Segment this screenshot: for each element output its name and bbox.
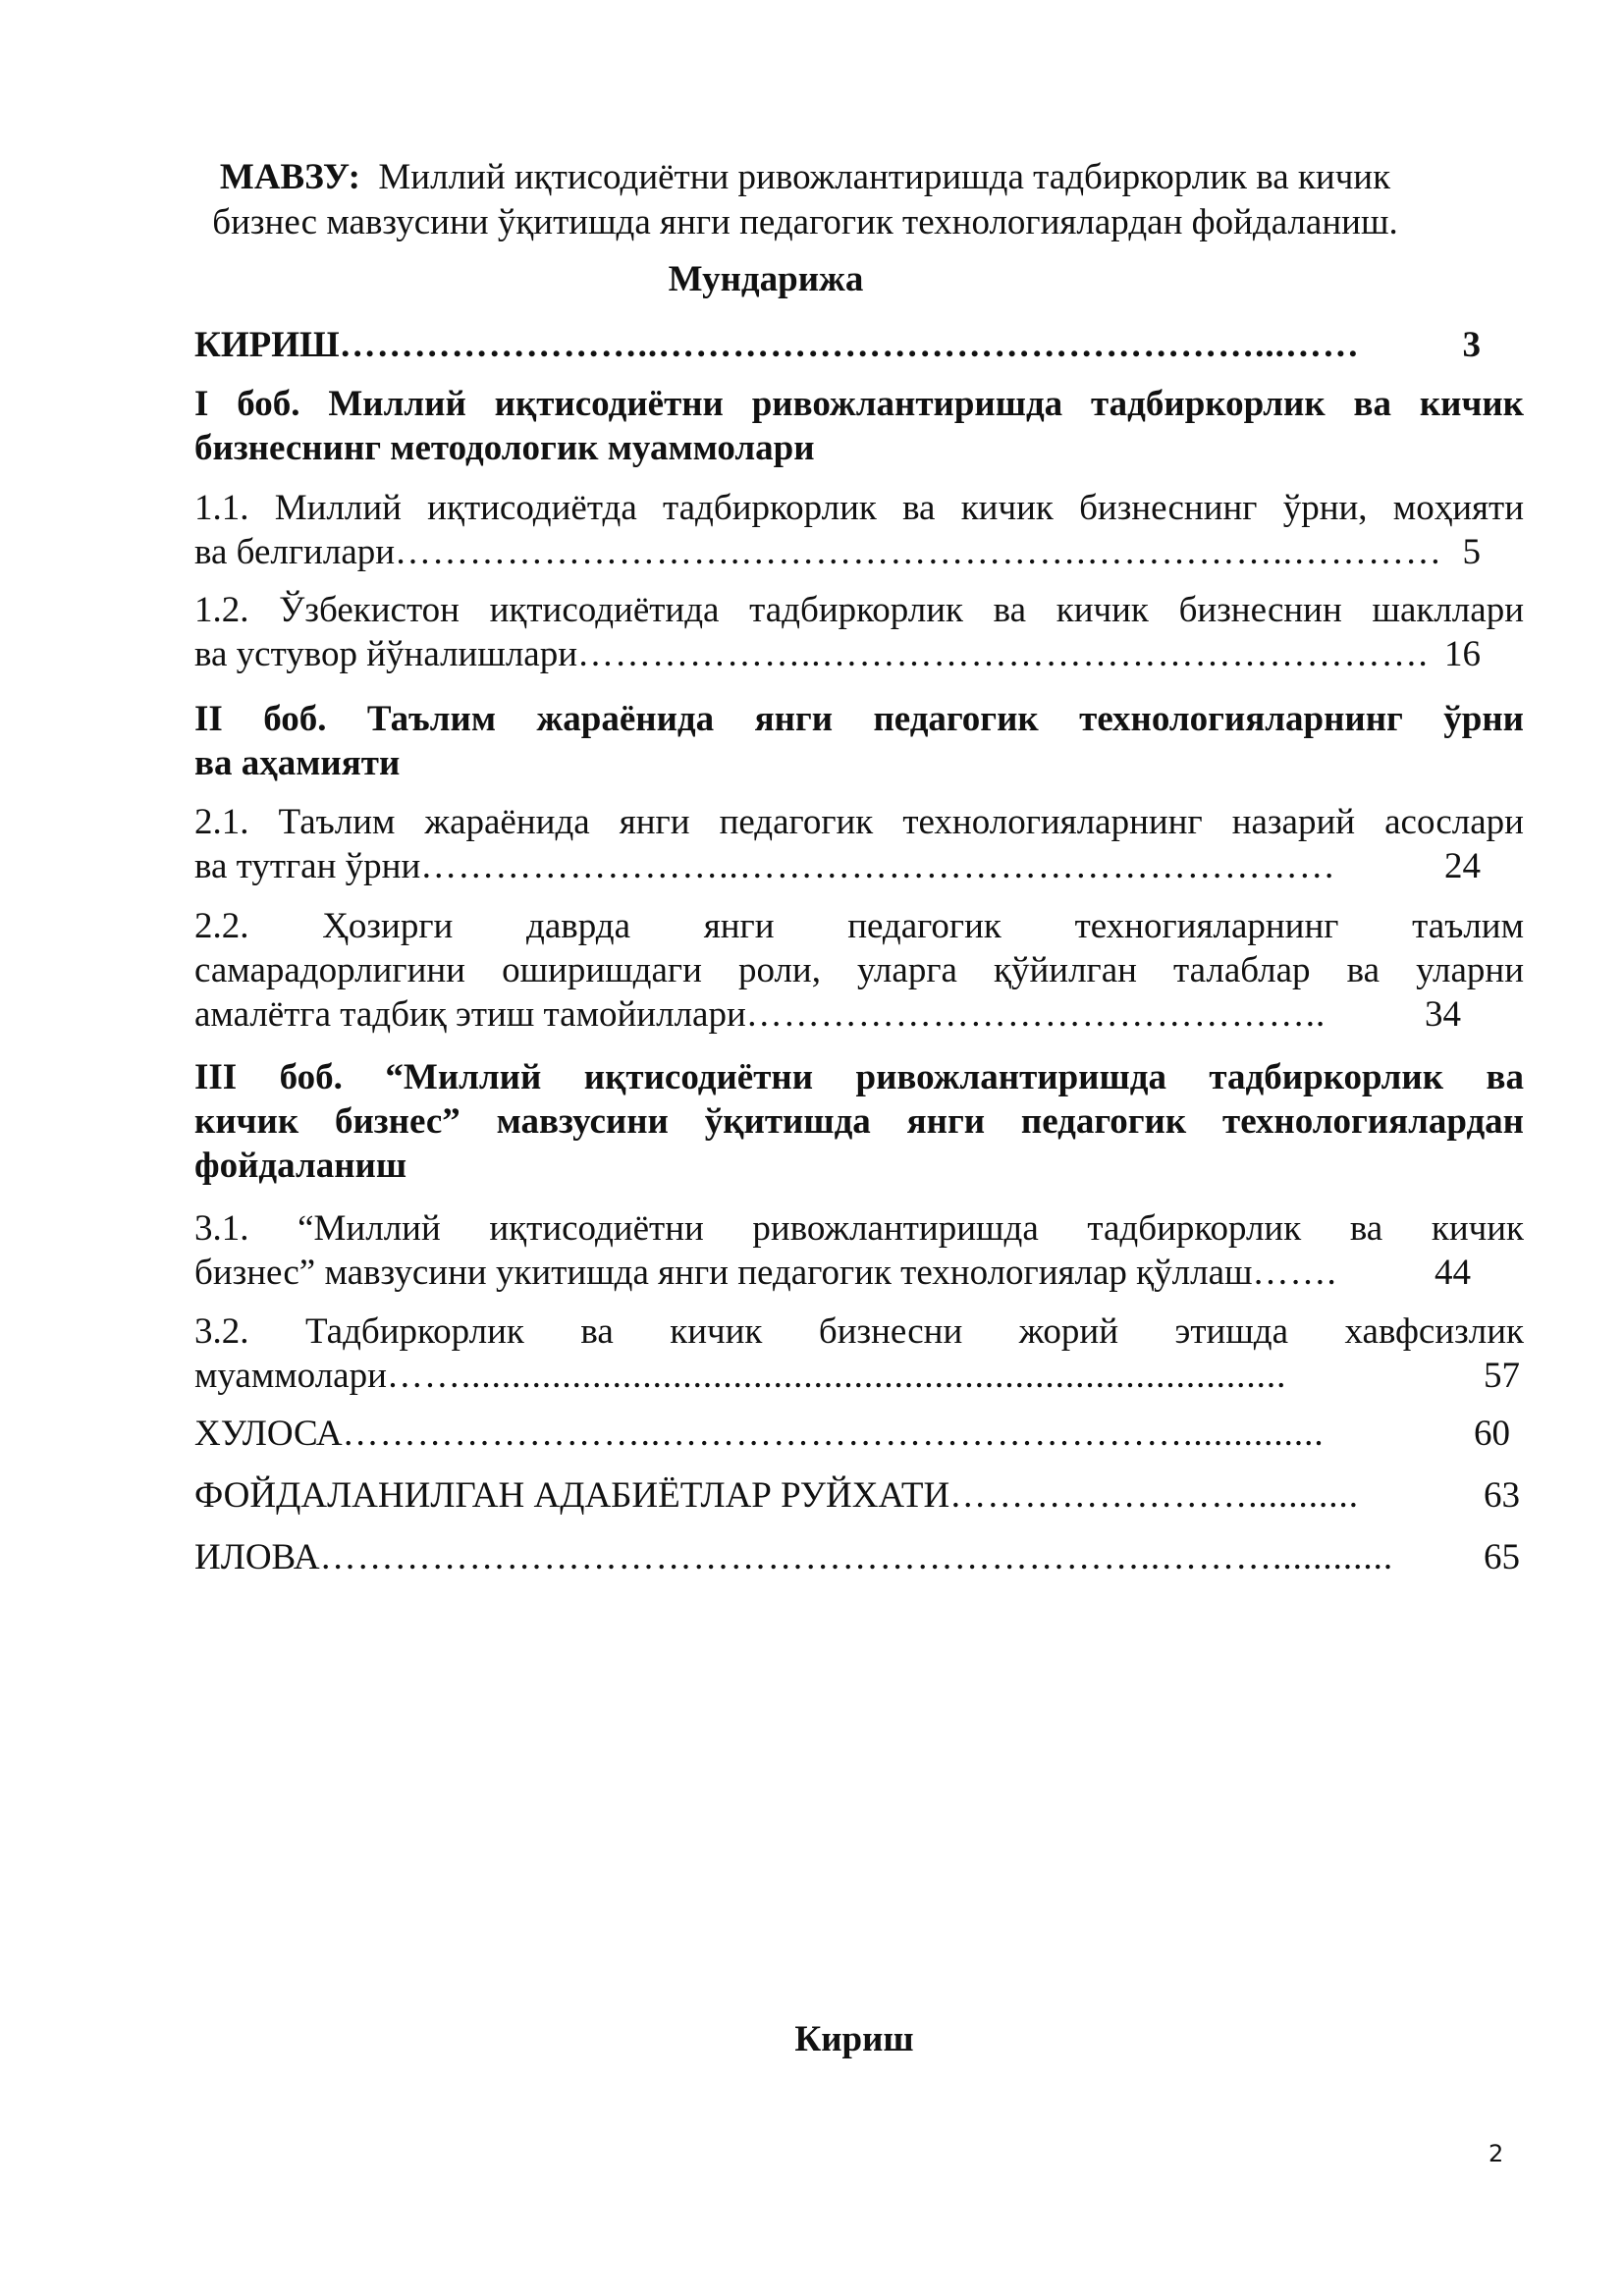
toc-page-number: 5 <box>1462 532 1481 572</box>
toc-entry-text: ХУЛОСА <box>194 1414 343 1454</box>
toc-entry-text: КИРИШ <box>194 325 340 365</box>
toc-page-number: 3 <box>1462 325 1481 365</box>
chapter-3-line2: кичик бизнес” мавзусини ўқитишда янги педагогик технологиялардан <box>194 1101 1524 1142</box>
topic-line2: бизнес мавзусини ўқитишда янги педагогик технологиялардан фойдаланиш. <box>212 202 1398 242</box>
chapter-1-heading <box>194 382 1524 470</box>
chapter-2-line2: ва аҳамияти <box>194 743 401 783</box>
toc-entry-conclusion <box>194 1412 1510 1456</box>
chapter-3-heading <box>194 1055 1524 1188</box>
intro-heading: Кириш <box>794 2019 914 2059</box>
toc-entry-1-1-line2: ва белгилари <box>194 532 396 572</box>
toc-leader-dots: …….................................................................................. <box>386 1356 1287 1396</box>
toc-entry-2-2-line1b: самарадорлигини оширишдаги роли, уларга қўйилган талаблар ва уларни <box>194 950 1524 990</box>
toc-entry-2-2-line2: амалётга тадбиқ этиш тамойиллари <box>194 994 746 1035</box>
chapter-2-heading <box>194 697 1524 785</box>
toc-entry-2-2-line1: 2.2. Ҳозирги даврда янги педагогик техногияларнинг таълим <box>194 906 1524 946</box>
toc-leader-dots: ……………………..…………………………………….............. <box>342 1414 1325 1454</box>
toc-entry-intro <box>194 323 1481 367</box>
toc-leader-dots: ……………………………………….. <box>745 994 1326 1035</box>
toc-entry-1-2-line2: ва устувор йўналишлари <box>194 634 578 674</box>
toc-entry-1-2 <box>194 588 1524 676</box>
toc-entry-text: ИЛОВА <box>194 1537 320 1577</box>
topic <box>196 155 1414 245</box>
toc-leader-dots: ……………………….……………………….……………..………… <box>395 532 1443 572</box>
chapter-1-line1: I боб. Миллий иқтисодиётни ривожлантиришда тадбиркорлик ва кичик <box>194 384 1524 424</box>
toc-page-number: 24 <box>1444 846 1481 886</box>
toc-page-number: 16 <box>1444 634 1481 674</box>
toc-entry-3-2 <box>194 1309 1524 1398</box>
toc-page-number: 44 <box>1435 1253 1471 1293</box>
toc-entry-2-1-line1: 2.1. Таълим жараёнида янги педагогик технологияларнинг назарий асослари <box>194 802 1524 842</box>
toc-page-number: 57 <box>1484 1356 1520 1396</box>
chapter-1-line2: бизнеснинг методологик муаммолари <box>194 428 815 468</box>
toc-page-number: 65 <box>1484 1537 1520 1577</box>
toc-entry-text: ФОЙДАЛАНИЛГАН АДАБИЁТЛАР РУЙХАТИ <box>194 1475 950 1516</box>
toc-leader-dots: ……………………........... <box>949 1475 1359 1516</box>
toc-entry-3-1-line1: 3.1. “Миллий иқтисодиётни ривожлантиришда тадбиркорлик ва кичик <box>194 1208 1524 1249</box>
toc-entry-2-2 <box>194 904 1524 1037</box>
toc-entry-1-1-line1: 1.1. Миллий иқтисодиётда тадбиркорлик ва кичик бизнеснинг ўрни, моҳияти <box>194 488 1524 528</box>
toc-entry-2-1 <box>194 800 1524 888</box>
toc-entry-3-2-line1: 3.2. Тадбиркорлик ва кичик бизнесни жорий этишда хавфсизлик <box>194 1311 1524 1352</box>
toc-entry-1-1 <box>194 486 1524 574</box>
toc-leader-dots: ……. <box>1252 1253 1337 1293</box>
page-number: 2 <box>1489 2140 1504 2167</box>
toc-page-number: 34 <box>1425 994 1461 1035</box>
toc-entry-references <box>194 1473 1520 1518</box>
toc-leader-dots: ……………………..………………………………………… <box>420 846 1336 886</box>
toc-leader-dots: ……………………..…………………………………………...…… <box>339 325 1360 365</box>
toc-entry-appendix <box>194 1535 1520 1579</box>
toc-page-number: 63 <box>1484 1475 1520 1516</box>
toc-page-number: 60 <box>1474 1414 1510 1454</box>
toc-entry-3-1 <box>194 1206 1524 1295</box>
chapter-2-line1: II боб. Таълим жараёнида янги педагогик технологияларнинг ўрни <box>194 699 1524 739</box>
toc-entry-3-2-line2: муаммолари <box>194 1356 387 1396</box>
toc-title: Мундарижа <box>668 259 864 299</box>
toc-entry-2-1-line2: ва тутган ўрни <box>194 846 421 886</box>
topic-label: МАВЗУ: <box>219 157 360 197</box>
toc-entry-1-2-line1: 1.2. Ўзбекистон иқтисодиётида тадбиркорлик ва кичик бизнеснин шакллари <box>194 590 1524 630</box>
chapter-3-line1: III боб. “Миллий иқтисодиётни ривожлантиришда тадбиркорлик ва <box>194 1057 1524 1097</box>
toc-leader-dots: ………………..…………………………………………. <box>577 634 1429 674</box>
toc-entry-3-1-line2: бизнес” мавзусини укитишда янги педагогик технологиялар қўллаш <box>194 1253 1253 1293</box>
toc-leader-dots: …………………………………………………………..………............ <box>319 1537 1394 1577</box>
topic-line1: Миллий иқтисодиётни ривожлантиришда тадбиркорлик ва кичик <box>378 157 1391 197</box>
chapter-3-line3: фойдаланиш <box>194 1146 407 1186</box>
